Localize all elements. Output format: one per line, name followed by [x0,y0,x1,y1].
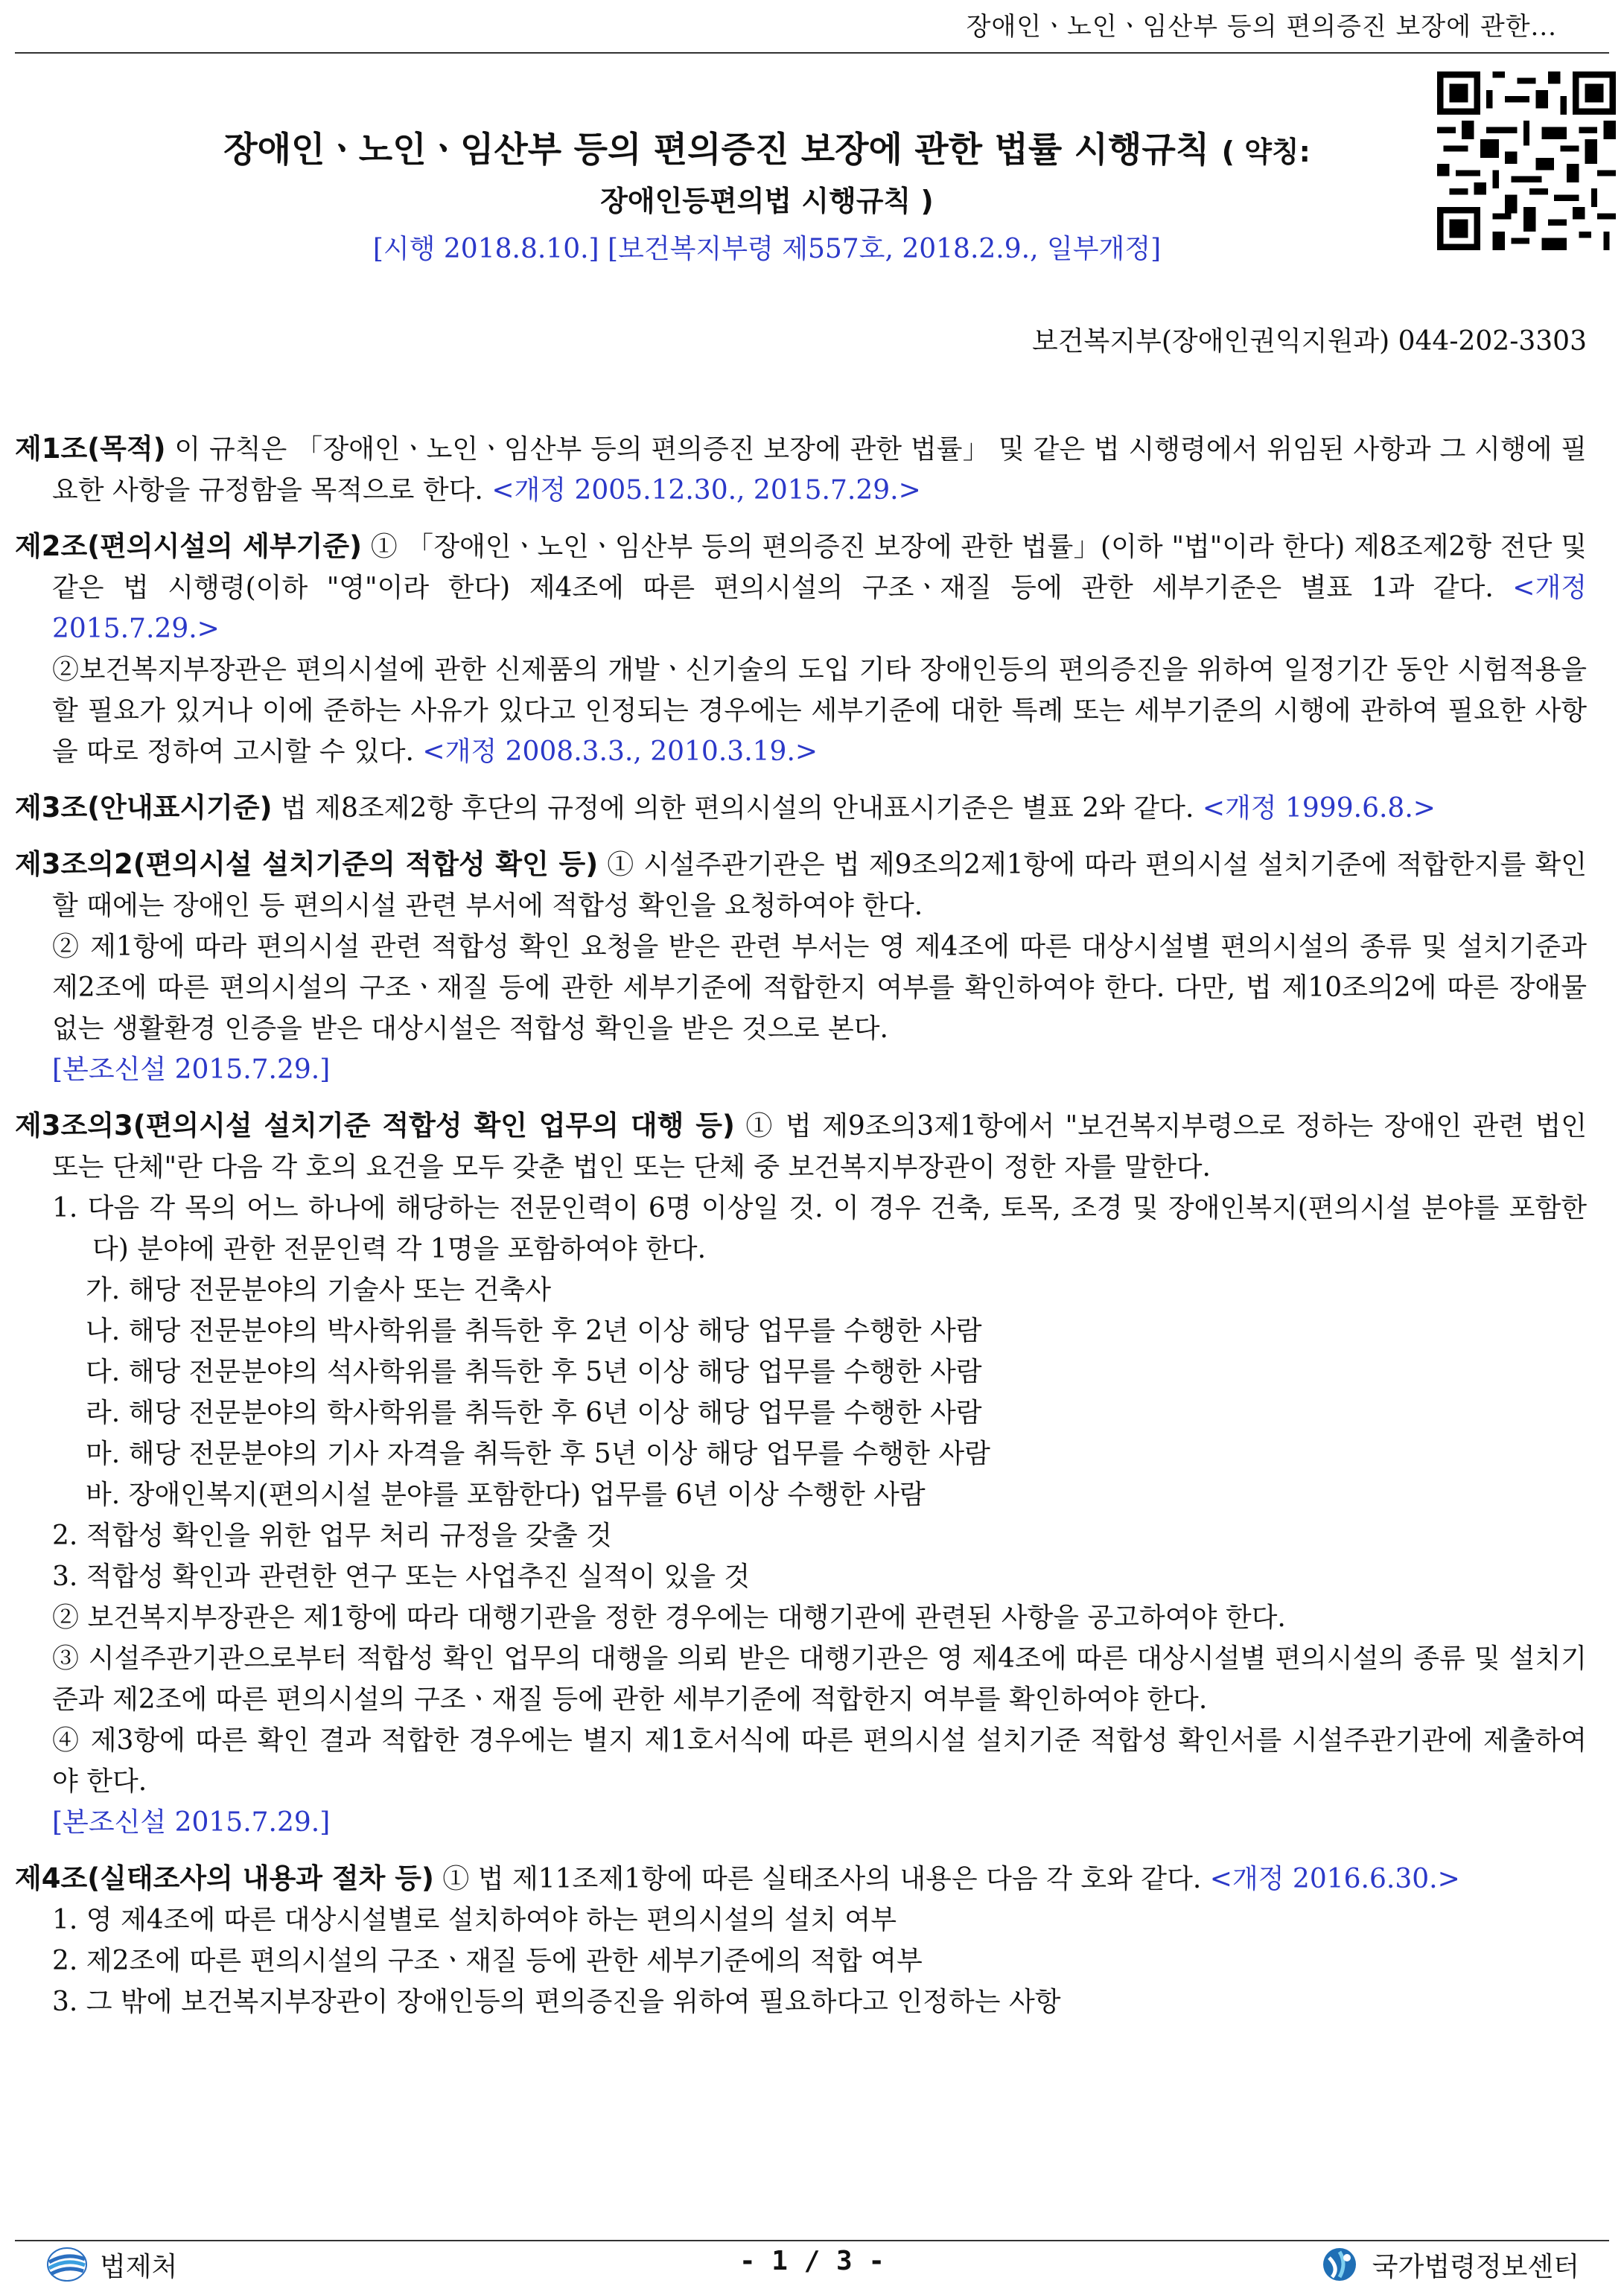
sub-item: 다. 해당 전문분야의 석사학위를 취득한 후 5년 이상 해당 업무를 수행한 사람 [86,1357,982,1387]
law-body [15,428,1587,2037]
revision-note: <개정 1999.6.8.> [1202,793,1436,824]
article-title: 제3조의2(편의시설 설치기준의 적합성 확인 등) [15,848,599,880]
article-3-2 [15,844,1587,1090]
list-item: 1. 영 제4조에 따른 대상시설별로 설치하여야 하는 편의시설의 설치 여부 [52,1905,897,1935]
paragraph-text: ② 제1항에 따라 편의시설 관련 적합성 확인 요청을 받은 관련 부서는 영 제4조에 따른 대상시설별 편의시설의 종류 및 설치기준과 제2조에 따른 편의시설의 구조ㆍ재질 등에 관한 세부기준에 적합한지 여부를 확인하여야 한다. 다만, 법 제10조의2에 따른 장애물 없는 생활환경 인증을 받은 대상시설은 적합성 확인을 받은 것으로 본다. [52,932,1587,1044]
footer-right-text: 국가법령정보센터 [1372,2251,1579,2282]
header-rule [15,52,1609,54]
paragraph-text: ③ 시설주관기관으로부터 적합성 확인 업무의 대행을 의뢰 받은 대행기관은 영 제4조에 따른 대상시설별 편의시설의 종류 및 설치기준과 제2조에 따른 편의시설의 구조ㆍ재질 등에 관한 세부기준에 적합한지 여부를 확인하여야 한다. [52,1643,1587,1715]
paragraph-text: ② 보건복지부장관은 제1항에 따라 대행기관을 정한 경우에는 대행기관에 관련된 사항을 공고하여야 한다. [52,1602,1286,1633]
paragraph-text: ④ 제3항에 따른 확인 결과 적합한 경우에는 별지 제1호서식에 따른 편의시설 설치기준 적합성 확인서를 시설주관기관에 제출하여야 한다. [52,1725,1587,1797]
enactment-note: [본조신설 2015.7.29.] [52,1054,331,1085]
page-number: - 1 / 3 - [739,2246,885,2276]
enactment-note: [본조신설 2015.7.29.] [52,1807,331,1838]
article-3 [15,787,1587,829]
paragraph-text: ②보건복지부장관은 편의시설에 관한 신제품의 개발ㆍ신기술의 도입 기타 장애인등의 편의증진을 위하여 일정기간 동안 시험적용을 할 필요가 있거나 이에 준하는 사유가 있다고 인정되는 경우에는 세부기준에 대한 특례 또는 세부기준의 시행에 관하여 필요한 사항을 따로 정하여 고시할 수 있다. [52,655,1587,767]
article-title: 제3조의3(편의시설 설치기준 적합성 확인 업무의 대행 등) [15,1110,735,1142]
article-text: ① 법 제9조의3제1항에서 "보건복지부령으로 정하는 장애인 관련 법인 또는 단체"란 다음 각 호의 요건을 모두 갖춘 법인 또는 단체 중 보건복지부장관이 정한 자를 말한다. [52,1111,1587,1182]
list-item: 1. 다음 각 목의 어느 하나에 해당하는 전문인력이 6명 이상일 것. 이 경우 건축, 토목, 조경 및 장애인복지(편의시설 분야를 포함한다) 분야에 관한 전문인력 각 1명을 포함하여야 한다. [52,1193,1587,1264]
footer-right [1317,2246,1579,2283]
revision-note: <개정 2016.6.30.> [1209,1864,1460,1894]
running-header: 장애인ㆍ노인ㆍ임산부 등의 편의증진 보장에 관한... [966,12,1557,42]
revision-note: <개정 2015.7.29.> [52,573,1587,644]
ministry-contact: 보건복지부(장애인권익지원과) 044-202-3303 [1032,326,1587,357]
article-3-3 [15,1105,1587,1843]
document-title [112,127,1422,225]
list-item: 2. 적합성 확인을 위한 업무 처리 규정을 갖출 것 [52,1521,612,1551]
article-text: ① 「장애인ㆍ노인ㆍ임산부 등의 편의증진 보장에 관한 법률」(이하 "법"이라 한다) 제8조제2항 전단 및 같은 법 시행령(이하 "영"이라 한다) 제4조에 따른 편의시설의 구조ㆍ재질 등에 관한 세부기준은 별표 1과 같다. [52,532,1587,603]
article-text: ① 시설주관기관은 법 제9조의2제1항에 따라 편의시설 설치기준에 적합한지를 확인할 때에는 장애인 등 편의시설 관련 부서에 적합성 확인을 요청하여야 한다. [52,850,1587,921]
title-main: 장애인ㆍ노인ㆍ임산부 등의 편의증진 보장에 관한 법률 시행규칙 [223,130,1210,171]
list-item: 3. 적합성 확인과 관련한 연구 또는 사업추진 실적이 있을 것 [52,1561,751,1592]
article-1 [15,428,1587,511]
revision-note: <개정 2008.3.3., 2010.3.19.> [422,736,818,767]
revision-note: <개정 2005.12.30., 2015.7.29.> [491,475,921,506]
footer-left-text: 법제처 [100,2251,178,2282]
article-title: 제4조(실태조사의 내용과 절차 등) [15,1862,434,1894]
sub-item: 나. 해당 전문분야의 박사학위를 취득한 후 2년 이상 해당 업무를 수행한 사람 [86,1316,982,1346]
article-text: ① 법 제11조제1항에 따른 실태조사의 내용은 다음 각 호와 같다. [433,1864,1210,1894]
title-abbr-name: 장애인등편의법 시행규칙 ) [600,185,934,217]
list-item: 3. 그 밖에 보건복지부장관이 장애인등의 편의증진을 위하여 필요하다고 인정하는 사항 [52,1987,1061,2017]
article-title: 제3조(안내표시기준) [15,792,273,824]
article-text: 이 규칙은 「장애인ㆍ노인ㆍ임산부 등의 편의증진 보장에 관한 법률」 및 같은 법 시행령에서 위임된 사항과 그 시행에 필요한 사항을 규정함을 목적으로 한다. [52,434,1587,506]
article-title: 제2조(편의시설의 세부기준) [15,530,362,562]
footer-rule [15,2240,1609,2241]
document-title-block [112,127,1422,270]
sub-item: 가. 해당 전문분야의 기술사 또는 건축사 [86,1275,552,1305]
list-item: 2. 제2조에 따른 편의시설의 구조ㆍ재질 등에 관한 세부기준에의 적합 여부 [52,1946,923,1976]
sub-item: 마. 해당 전문분야의 기사 자격을 취득한 후 5년 이상 해당 업무를 수행한 사람 [86,1439,990,1469]
article-title: 제1조(목적) [15,433,166,465]
sub-item: 라. 해당 전문분야의 학사학위를 취득한 후 6년 이상 해당 업무를 수행한 사람 [86,1398,982,1428]
law-center-logo-icon [1317,2246,1362,2283]
article-2 [15,526,1587,772]
title-abbr-open: ( 약칭: [1221,136,1311,168]
qr-code-icon [1437,71,1616,250]
enforcement-info: [시행 2018.8.10.] [보건복지부령 제557호, 2018.2.9., 일부개정] [372,234,1162,264]
article-text: 법 제8조제2항 후단의 규정에 의한 편의시설의 안내표시기준은 별표 2와 같다. [272,793,1203,824]
article-4 [15,1858,1587,2022]
sub-item: 바. 장애인복지(편의시설 분야를 포함한다) 업무를 6년 이상 수행한 사람 [86,1480,926,1510]
